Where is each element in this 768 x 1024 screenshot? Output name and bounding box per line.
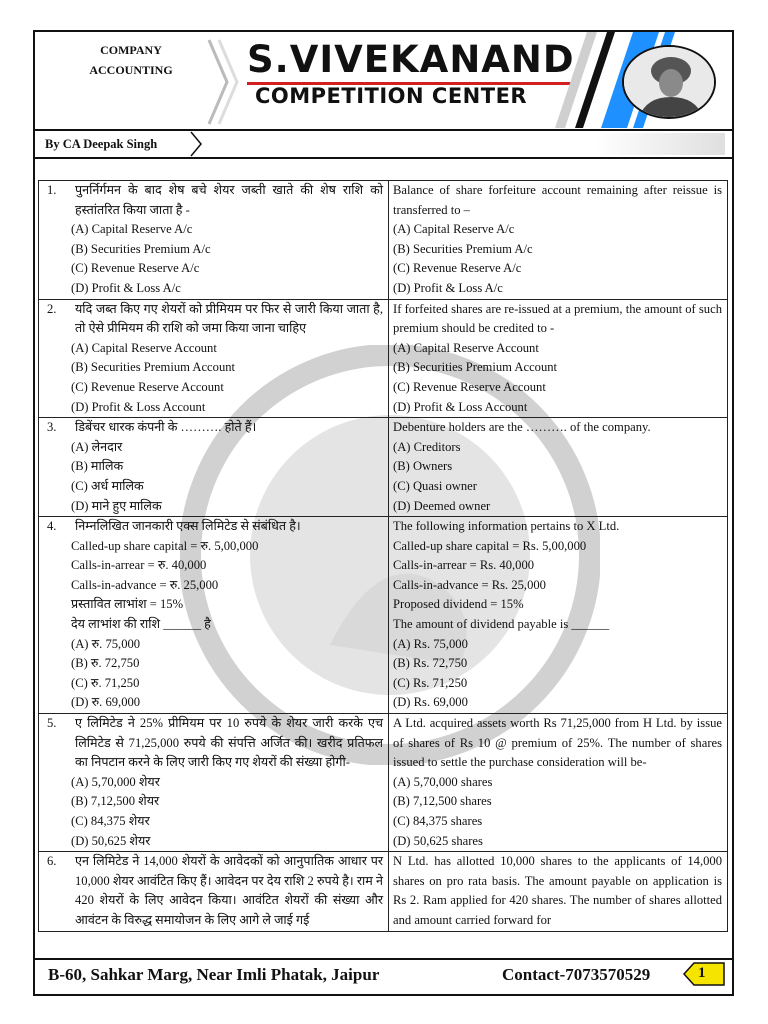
option-c: (C) Rs. 71,250 — [393, 675, 468, 690]
option-d: (D) Profit & Loss A/c — [393, 280, 503, 295]
question-row — [39, 299, 728, 418]
english-cell — [389, 299, 728, 418]
option-c: (C) Revenue Reserve A/c — [393, 261, 522, 276]
option-a: (A) Rs. 75,000 — [393, 636, 468, 651]
option-b: (B) Rs. 72,750 — [393, 656, 468, 671]
portrait-icon — [624, 47, 716, 119]
page-number: 1 — [698, 965, 706, 981]
author-bar-shade — [595, 133, 725, 155]
footer-divider — [35, 958, 732, 960]
subject-label — [71, 40, 191, 80]
footer-address: B-60, Sahkar Marg, Near Imli Phatak, Jaipur — [48, 965, 380, 984]
option-a: (A) Capital Reserve Account — [393, 340, 539, 355]
question-number: 5. — [47, 716, 57, 731]
option-b: (B) 7,12,500 शेयर — [71, 794, 160, 809]
option-c: (C) Revenue Reserve A/c — [71, 261, 200, 276]
page-header — [35, 32, 732, 128]
info-line: The amount of dividend payable is ______ — [393, 617, 610, 632]
author-chevron-icon — [187, 131, 207, 157]
hindi-cell — [39, 714, 389, 852]
info-line: Calls-in-advance = Rs. 25,000 — [393, 577, 546, 592]
info-line: Calls-in-advance = रु. 25,000 — [71, 577, 219, 592]
option-c: (C) 84,375 shares — [393, 814, 483, 828]
option-d: (D) Profit & Loss Account — [393, 399, 528, 414]
question-row — [39, 517, 728, 714]
info-line: देय लाभांश की राशि ______ है — [71, 617, 211, 632]
subject-line-2: ACCOUNTING — [89, 63, 173, 77]
option-d: (D) Deemed owner — [393, 498, 491, 513]
option-d: (D) रु. 69,000 — [71, 695, 141, 710]
option-a: (A) Capital Reserve A/c — [71, 222, 193, 237]
question-text-english: A Ltd. acquired assets worth Rs 71,25,000 from H Ltd. by issue of shares of Rs 10 @ premium of 25%. The number of shares issued to settle the purchase consideration will be- — [393, 716, 722, 770]
info-line: Proposed dividend = 15% — [393, 597, 524, 612]
question-row — [39, 418, 728, 517]
option-a: (A) Creditors — [393, 439, 461, 454]
option-a: (A) लेनदार — [71, 439, 123, 454]
question-text-hindi: यदि जब्त किए गए शेयरों को प्रीमियम पर फिर से जारी किया जाता है, तो ऐसे प्रीमियम की राशि को जमा किया जाना चाहिए — [75, 301, 384, 336]
option-b: (B) Securities Premium A/c — [71, 241, 211, 256]
option-d: (D) 50,625 शेयर — [71, 833, 151, 848]
option-b: (B) रु. 72,750 — [71, 656, 140, 671]
info-line: Called-up share capital = Rs. 5,00,000 — [393, 538, 587, 553]
option-d: (D) माने हुए मालिक — [71, 498, 162, 513]
english-cell — [389, 517, 728, 714]
info-line: Calls-in-arrear = Rs. 40,000 — [393, 558, 535, 573]
option-c: (C) 84,375 शेयर — [71, 814, 150, 828]
option-a: (A) Capital Reserve Account — [71, 340, 217, 355]
hindi-cell — [39, 299, 389, 418]
english-cell — [389, 852, 728, 931]
option-a: (A) Capital Reserve A/c — [393, 222, 515, 237]
option-b: (B) Securities Premium A/c — [393, 241, 533, 256]
institute-title: S.VIVEKANAND — [247, 38, 575, 81]
option-c: (C) Revenue Reserve Account — [393, 379, 546, 394]
question-number: 6. — [47, 854, 57, 869]
question-text-english: Balance of share forfeiture account remaining after reissue is transferred to – — [393, 183, 722, 217]
english-cell — [389, 418, 728, 517]
question-number: 3. — [47, 420, 57, 435]
portrait-image — [622, 45, 716, 119]
option-a: (A) 5,70,000 shares — [393, 774, 493, 789]
author-bar — [35, 129, 732, 159]
option-b: (B) Securities Premium Account — [393, 360, 558, 375]
question-row — [39, 852, 728, 931]
question-text-hindi: निम्नलिखित जानकारी एक्स लिमिटेड से संबंधित है। — [75, 519, 301, 534]
english-cell — [389, 181, 728, 300]
question-text-english: If forfeited shares are re-issued at a premium, the amount of such premium should be credited to - — [393, 301, 722, 336]
info-line: Calls-in-arrear = रु. 40,000 — [71, 558, 207, 573]
option-d: (D) Rs. 69,000 — [393, 695, 468, 710]
option-c: (C) रु. 71,250 — [71, 675, 140, 690]
info-line: प्रस्तावित लाभांश = 15% — [71, 597, 184, 612]
question-text-english: Debenture holders are the ………. of the company. — [393, 420, 651, 435]
question-text-hindi: डिबेंचर धारक कंपनी के ………. होते हैं। — [75, 420, 257, 435]
option-b: (B) मालिक — [71, 459, 124, 474]
hindi-cell — [39, 852, 389, 931]
hindi-cell — [39, 418, 389, 517]
hindi-cell — [39, 181, 389, 300]
question-number: 1. — [47, 183, 57, 197]
question-text-english: The following information pertains to X Ltd. — [393, 519, 620, 534]
question-text-hindi: पुनर्निर्गमन के बाद शेष बचे शेयर जब्ती खाते की शेष राशि को हस्तांतरित किया जाता है - — [75, 183, 384, 217]
question-text-hindi: एन लिमिटेड ने 14,000 शेयरों के आवेदकों को आनुपातिक आधार पर 10,000 शेयर आवंटित किए हैं। आवेदन पर देय राशि 2 रुपये है। राम ने 420 शेयरों के लिए आवेदन किया। आवंटित शेयरों की संख्या और आवंटन के विरुद्ध समायोजन के लिए आगे ले जाई गई — [75, 854, 384, 927]
author-name: By CA Deepak Singh — [45, 137, 158, 151]
option-d: (D) Profit & Loss A/c — [71, 280, 181, 295]
info-line: Called-up share capital = रु. 5,00,000 — [71, 538, 259, 553]
question-text-hindi: ए लिमिटेड ने 25% प्रीमियम पर 10 रुपये के शेयर जारी करके एच लिमिटेड से 71,25,000 रुपये की संपत्ति अर्जित की। खरीद प्रतिफल का निपटान करने के लिए जारी किए गए शेयरों की संख्या होगी- — [75, 716, 384, 770]
option-b: (B) Securities Premium Account — [71, 360, 236, 375]
institute-subtitle: COMPETITION CENTER — [255, 84, 528, 108]
question-row — [39, 181, 728, 300]
english-cell — [389, 714, 728, 852]
option-c: (C) Quasi owner — [393, 478, 477, 493]
option-c: (C) Revenue Reserve Account — [71, 379, 224, 394]
option-a: (A) 5,70,000 शेयर — [71, 774, 160, 789]
option-d: (D) 50,625 shares — [393, 833, 483, 848]
hindi-cell — [39, 517, 389, 714]
footer-contact: Contact-7073570529 — [502, 965, 651, 984]
question-text-english: N Ltd. has allotted 10,000 shares to the applicants of 14,000 shares on pro rata basis. The amount payable on application is Rs 2. Ram applied for 420 shares. The number of shares allotted and amount carried forward for — [393, 854, 722, 927]
option-b: (B) Owners — [393, 459, 453, 474]
question-table — [38, 180, 728, 932]
subject-line-1: COMPANY — [100, 43, 162, 57]
option-a: (A) रु. 75,000 — [71, 636, 141, 651]
option-b: (B) 7,12,500 shares — [393, 794, 492, 809]
question-number: 2. — [47, 301, 57, 316]
question-row — [39, 714, 728, 852]
question-number: 4. — [47, 519, 57, 534]
option-d: (D) Profit & Loss Account — [71, 399, 206, 414]
option-c: (C) अर्ध मालिक — [71, 478, 144, 493]
